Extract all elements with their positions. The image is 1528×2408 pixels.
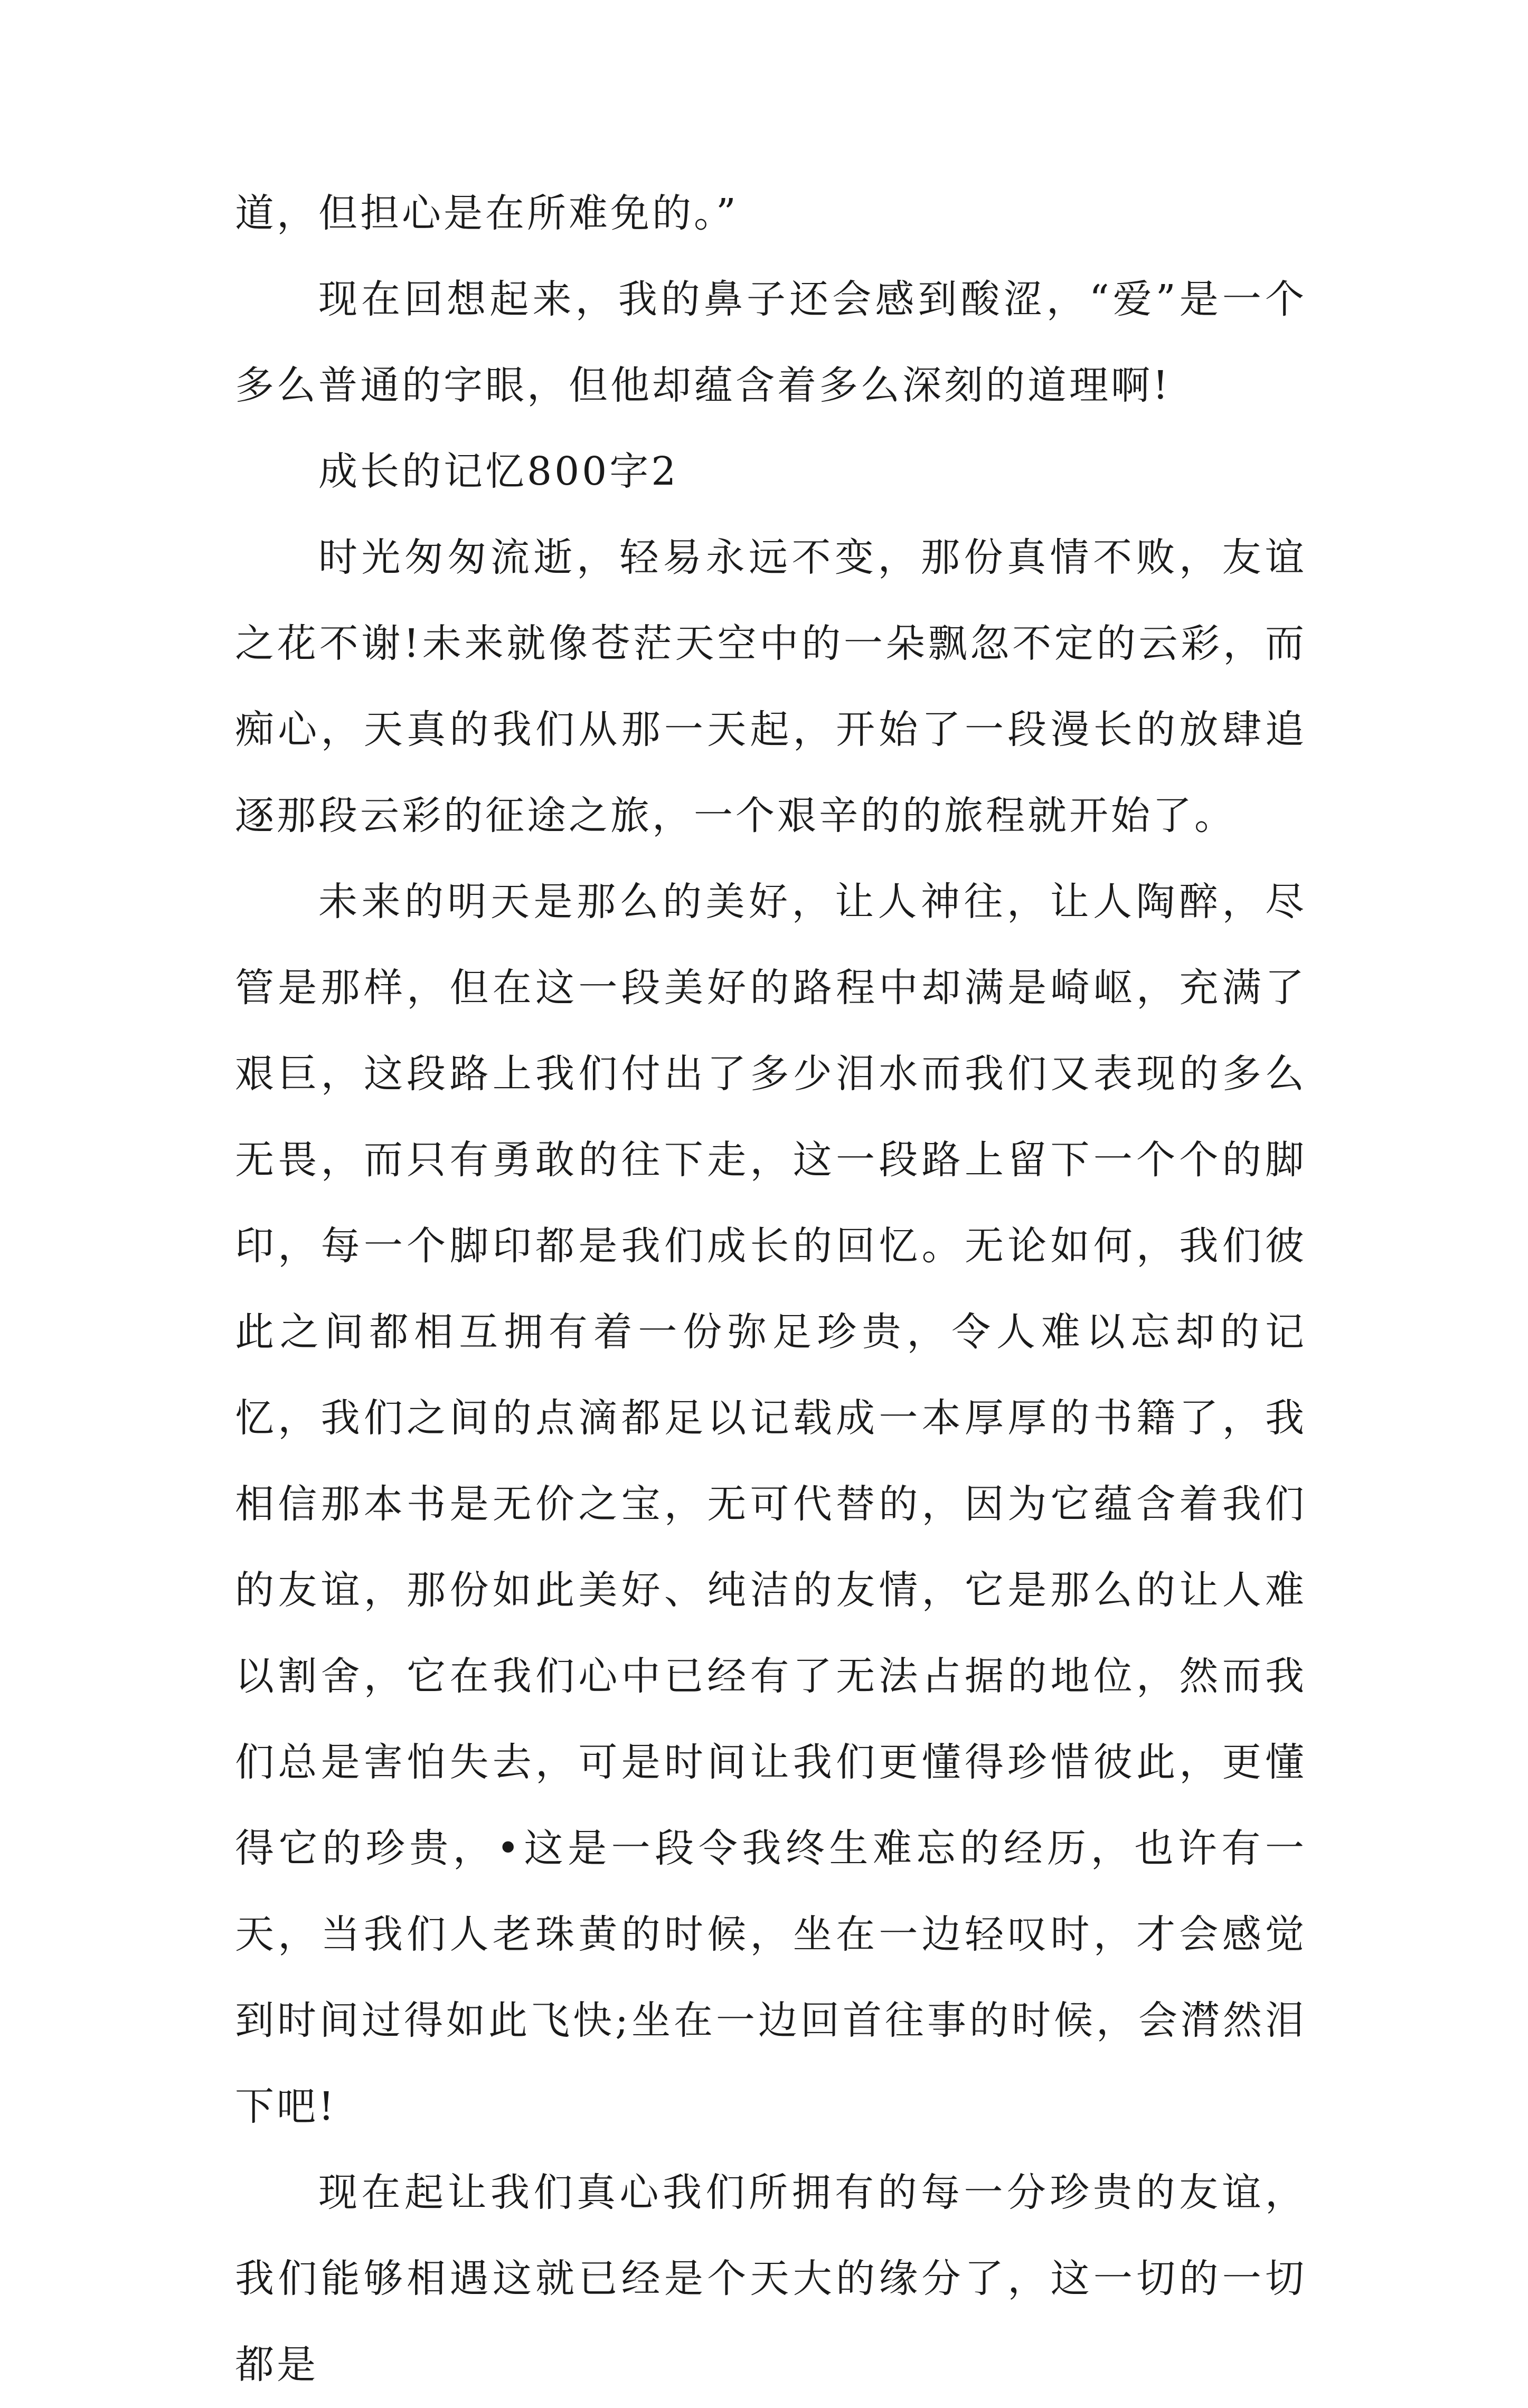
paragraph-reflection: 现在回想起来，我的鼻子还会感到酸涩，“爱”是一个多么普通的字眼，但他却蕴含着多么深刻的道理啊! (235, 277, 1307, 408)
paragraph-continuation: 道，但担心是在所难免的。” (235, 191, 739, 236)
body-text (235, 171, 1307, 2408)
paragraph-future: 未来的明天是那么的美好，让人神往，让人陶醉，尽管是那样，但在这一段美好的路程中却满是崎岖，充满了艰巨，这段路上我们付出了多少泪水而我们又表现的多么无畏，而只有勇敢的往下走，这一段路上留下一个个的脚印，每一个脚印都是我们成长的回忆。无论如何，我们彼此之间都相互拥有着一份弥足珍贵，令人难以忘却的记忆，我们之间的点滴都足以记载成一本厚厚的书籍了，我相信那本书是无价之宝，无可代替的，因为它蕴含着我们的友谊，那份如此美好、纯洁的友情，它是那么的让人难以割舍，它在我们心中已经有了无法占据的地位，然而我们总是害怕失去，可是时间让我们更懂得珍惜彼此，更懂得它的珍贵，•这是一段令我终生难忘的经历，也许有一天，当我们人老珠黄的时候，坐在一边轻叹时，才会感觉到时间过得如此飞快;坐在一边回首往事的时候，会潸然泪下吧! (235, 879, 1307, 2129)
paragraph-time-passing: 时光匆匆流逝，轻易永远不变，那份真情不败，友谊之花不谢!未来就像苍茫天空中的一朵飘忽不定的云彩，而痴心，天真的我们从那一天起，开始了一段漫长的放肆追逐那段云彩的征途之旅，一个艰辛的的旅程就开始了。 (235, 535, 1307, 838)
paragraph-cherish: 现在起让我们真心我们所拥有的每一分珍贵的友谊，我们能够相遇这就已经是个天大的缘分了，这一切的一切都是 (235, 2170, 1307, 2387)
section-heading: 成长的记忆800字2 (318, 449, 679, 494)
